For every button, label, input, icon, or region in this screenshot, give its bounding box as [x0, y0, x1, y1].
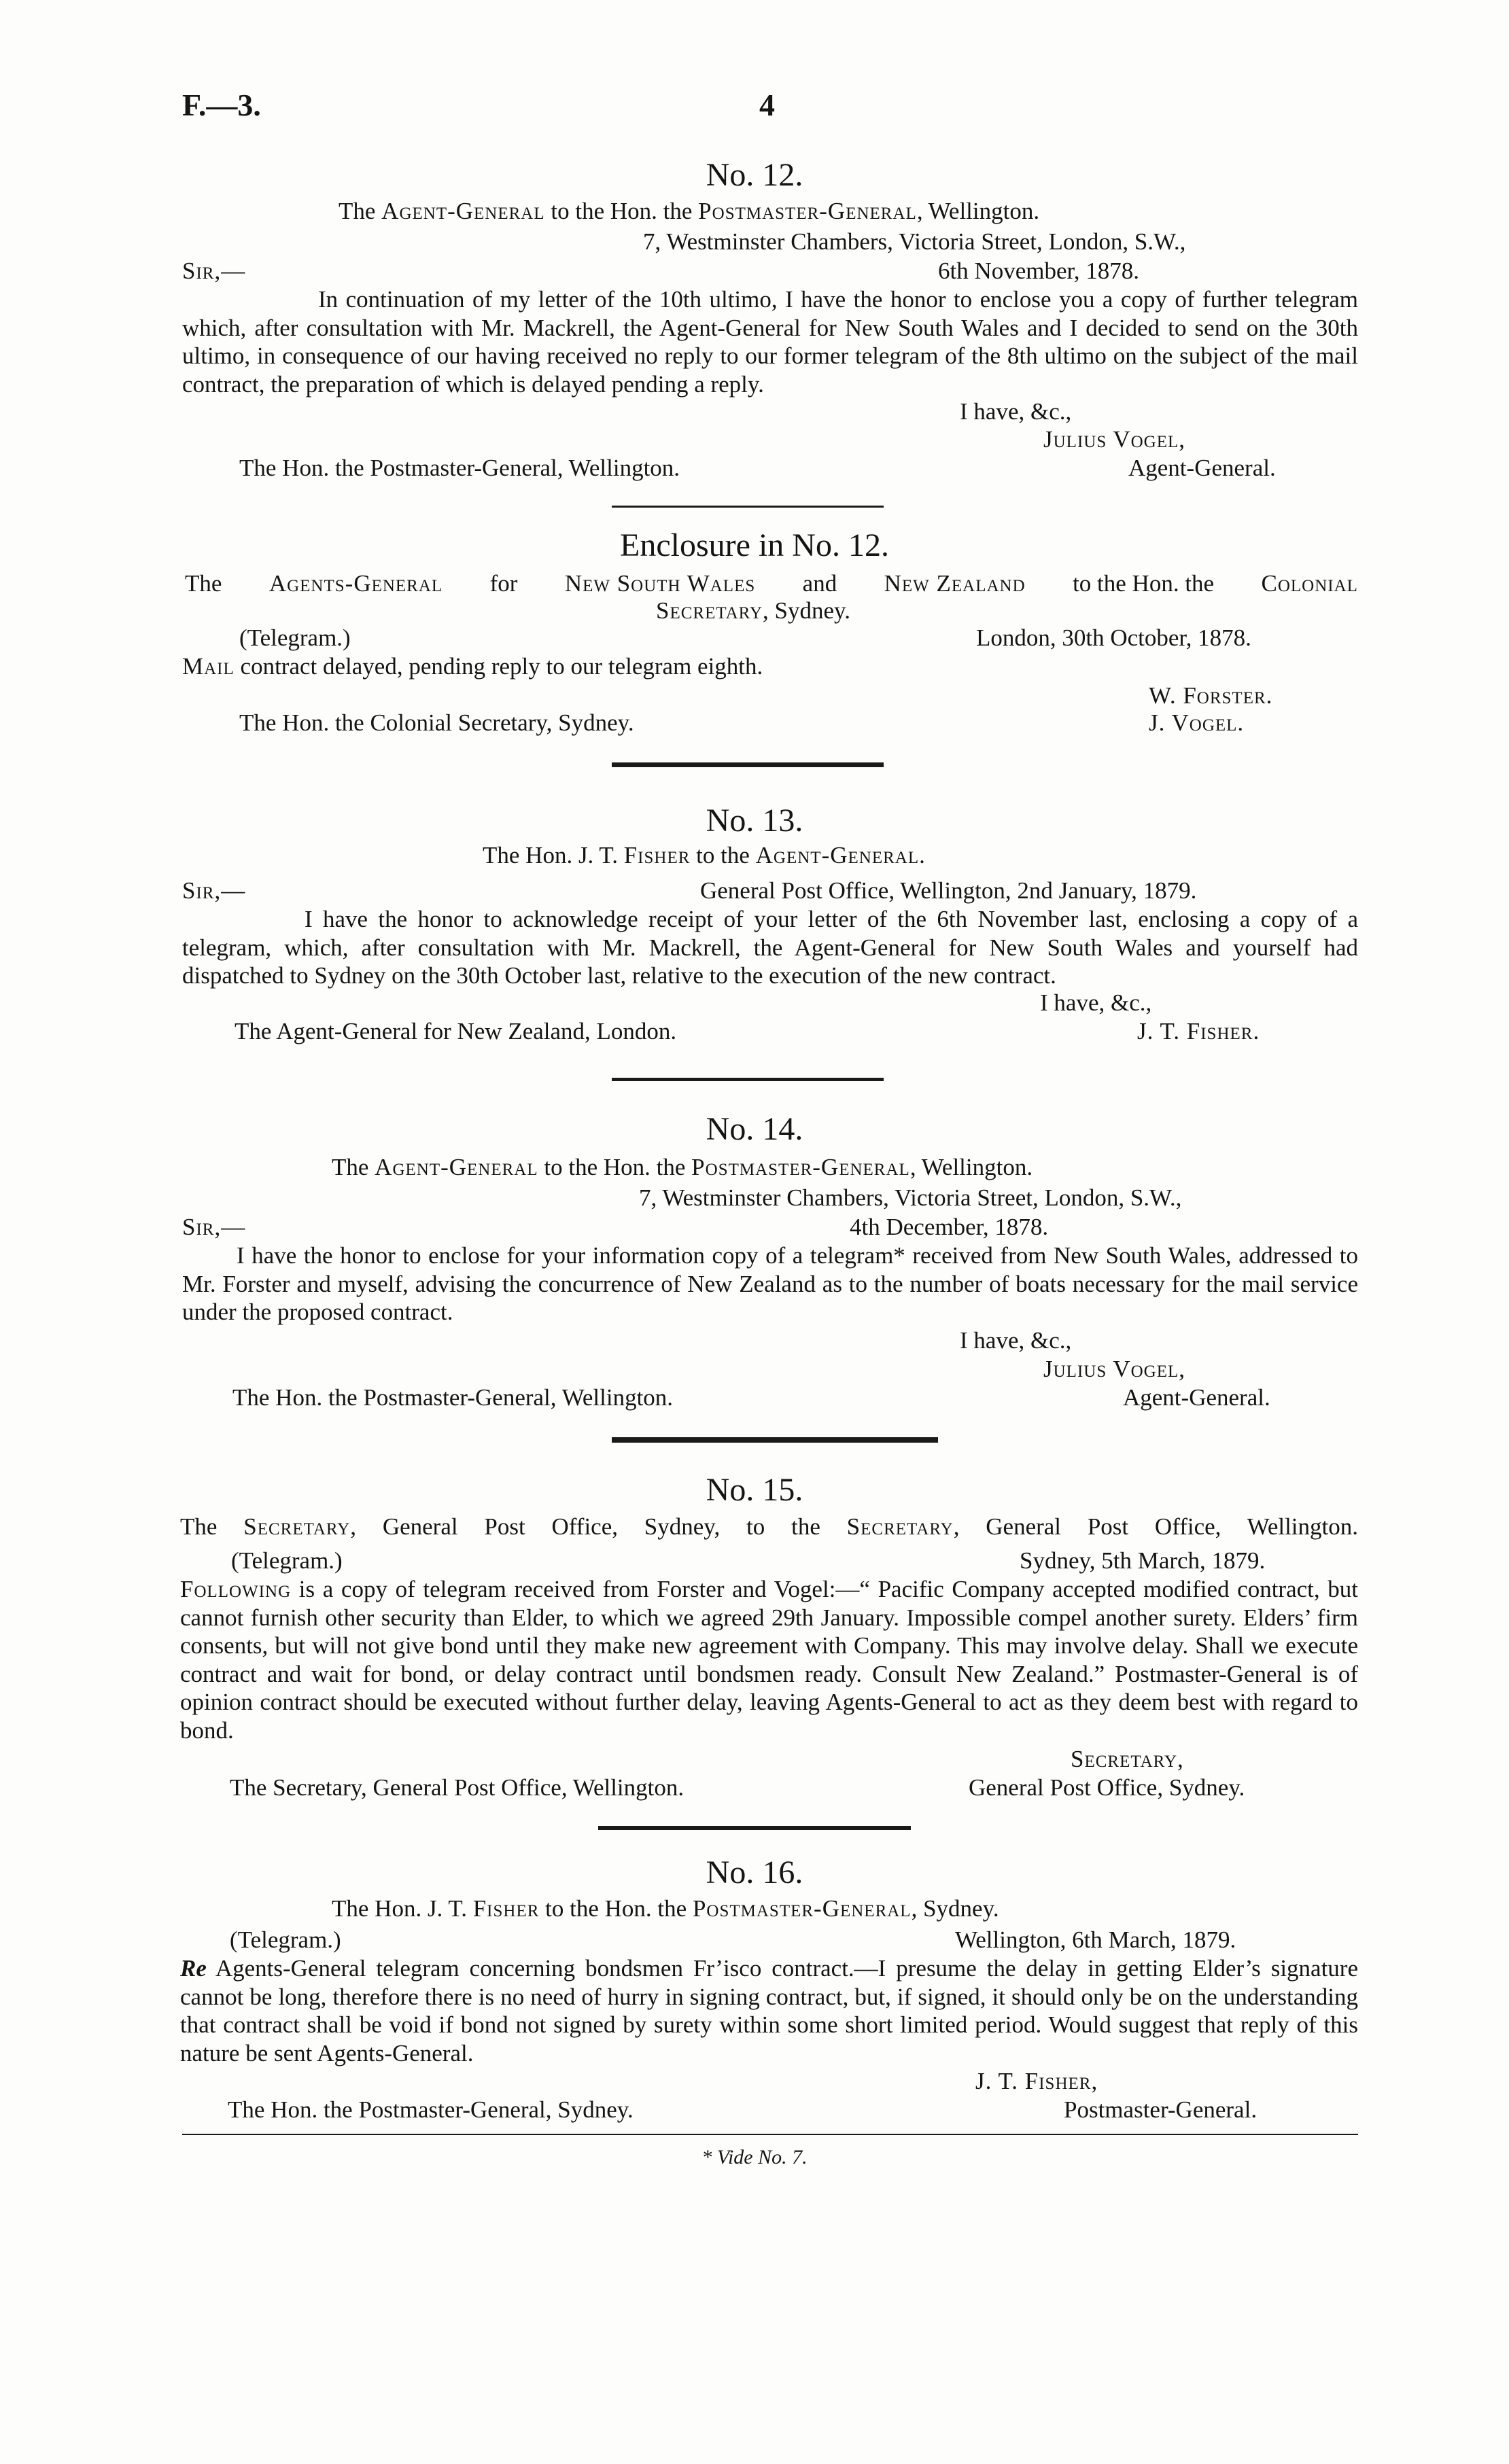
- letter-12-heading: No. 12.: [706, 157, 803, 193]
- letter-12-body: In continuation of my letter of the 10th ultimo, I have the honor to enclose you a copy of further telegram which, after consultation with Mr. Mackrell, the Agent-General for New South Wales and I decided to send on the 30th ultimo, in consequence of our having received no reply to our former telegram of the 8th ultimo on the subject of the mail contract, the preparation of which is delayed pending a reply.: [182, 286, 1358, 398]
- letter-16-body: Re Agents-General telegram concerning bondsmen Fr’isco contract.—I presume the delay in getting Elder’s signature cannot be long, therefore there is no need of hurry in signing contract, but, if signed, it should only be on the understanding that contract shall be void if bond not signed by surety within some short limited period. Would suggest that reply of this nature be sent Agents-General.: [180, 1955, 1358, 2066]
- enclosure-12-signer-2: J. Vogel.: [1149, 709, 1245, 736]
- letter-16-subheading: The Hon. J. T. Fisher to the Hon. the Postmaster-General, Sydney.: [332, 1895, 999, 1922]
- enclosure-12-subheading: The Agents-General for New South Wales and New Zealand to the Hon. the Colonial: [185, 570, 1358, 597]
- letter-12-closing: I have, &c.,: [960, 398, 1072, 425]
- section-divider: [612, 1078, 884, 1081]
- letter-12-date: 6th November, 1878.: [938, 258, 1140, 284]
- letter-15-signer: Secretary,: [1071, 1746, 1184, 1772]
- letter-16-heading: No. 16.: [706, 1854, 803, 1890]
- letter-15-signer-title: General Post Office, Sydney.: [969, 1774, 1245, 1801]
- letter-12-address: 7, Westminster Chambers, Victoria Street, London, S.W.,: [643, 228, 1186, 255]
- letter-12-subheading: The Agent-General to the Hon. the Postmaster-General, Wellington.: [339, 198, 1040, 224]
- letter-14-subheading: The Agent-General to the Hon. the Postmaster-General, Wellington.: [332, 1154, 1033, 1180]
- letter-16-addressee: The Hon. the Postmaster-General, Sydney.: [228, 2096, 634, 2123]
- letter-13-salutation: Sir,—: [182, 877, 246, 904]
- page-number: 4: [759, 88, 775, 122]
- enclosure-12-body: Mail contract delayed, pending reply to our telegram eighth.: [182, 653, 763, 680]
- letter-14-addressee: The Hon. the Postmaster-General, Wellington.: [232, 1384, 674, 1411]
- letter-12-signer-title: Agent-General.: [1128, 455, 1276, 481]
- letter-13-heading: No. 13.: [706, 803, 803, 839]
- letter-12-salutation: Sir,—: [182, 258, 246, 284]
- letter-13-body: I have the honor to acknowledge receipt of your letter of the 6th November last, enclosing a copy of a telegram, which, after consultation with Mr. Mackrell, the Agent-General for New South Wales and yourself had dispatched to Sydney on the 30th October last, relative to the execution of the new contract.: [182, 906, 1358, 989]
- section-divider: [598, 1826, 911, 1830]
- enclosure-12-signer-1: W. Forster.: [1149, 682, 1273, 709]
- letter-16-signer-title: Postmaster-General.: [1064, 2096, 1258, 2123]
- letter-13-address: General Post Office, Wellington, 2nd January, 1879.: [700, 877, 1197, 904]
- footnote: * Vide No. 7.: [701, 2146, 808, 2168]
- letter-13-closing: I have, &c.,: [1040, 989, 1152, 1016]
- section-divider: [612, 1437, 938, 1443]
- document-reference: F.—3.: [182, 88, 261, 122]
- letter-13-addressee: The Agent-General for New Zealand, London.: [235, 1018, 677, 1044]
- letter-14-salutation: Sir,—: [182, 1214, 246, 1240]
- letter-13-subheading: The Hon. J. T. Fisher to the Agent-General.: [483, 842, 926, 868]
- letter-15-heading: No. 15.: [706, 1472, 803, 1508]
- section-divider: [612, 762, 884, 767]
- enclosure-12-heading: Enclosure in No. 12.: [620, 527, 889, 563]
- letter-14-address: 7, Westminster Chambers, Victoria Street, London, S.W.,: [639, 1184, 1182, 1211]
- section-divider: [612, 506, 884, 508]
- letter-15-telegram-label: (Telegram.): [231, 1547, 343, 1574]
- letter-14-date: 4th December, 1878.: [850, 1214, 1049, 1240]
- letter-14-signer-title: Agent-General.: [1123, 1384, 1270, 1411]
- letter-16-telegram-label: (Telegram.): [230, 1926, 341, 1953]
- letter-14-heading: No. 14.: [706, 1111, 803, 1147]
- letter-14-closing: I have, &c.,: [960, 1327, 1072, 1354]
- letter-14-signer: Julius Vogel,: [1043, 1356, 1186, 1382]
- letter-12-signer: Julius Vogel,: [1043, 426, 1186, 453]
- letter-14-body: I have the honor to enclose for your information copy of a telegram* received from New South Wales, addressed to Mr. Forster and myself, advising the concurrence of New Zealand as to the number of boats necessary for the mail service under the proposed contract.: [182, 1242, 1358, 1325]
- letter-16-date: Wellington, 6th March, 1879.: [955, 1926, 1236, 1953]
- letter-15-body: Following is a copy of telegram received from Forster and Vogel:—“ Pacific Company accepted modified contract, but cannot furnish other security than Elder, to which we agreed 29th January. Impossible compel another surety. Elders’ firm consents, but will not give bond until they make new agreement with Company. This may involve delay. Shall we execute contract and wait for bond, or delay contract until bondsmen ready. Consult New Zealand.” Postmaster-General is of opinion contract should be executed without further delay, leaving Agents-General to act as they deem best with regard to bond.: [180, 1576, 1358, 1744]
- letter-13-signer: J. T. Fisher.: [1137, 1018, 1260, 1044]
- enclosure-12-subheading-continued: Secretary, Sydney.: [656, 597, 851, 624]
- footnote-rule: [182, 2134, 1358, 2135]
- letter-15-date: Sydney, 5th March, 1879.: [1020, 1547, 1266, 1574]
- letter-12-addressee: The Hon. the Postmaster-General, Wellington.: [239, 455, 680, 481]
- letter-15-addressee: The Secretary, General Post Office, Wellington.: [230, 1774, 684, 1801]
- enclosure-12-telegram-label: (Telegram.): [239, 624, 351, 651]
- enclosure-12-addressee: The Hon. the Colonial Secretary, Sydney.: [239, 709, 634, 736]
- letter-16-signer: J. T. Fisher,: [975, 2068, 1098, 2094]
- letter-15-subheading: The Secretary, General Post Office, Sydney, to the Secretary, General Post Office, Wellington.: [180, 1513, 1359, 1540]
- enclosure-12-date: London, 30th October, 1878.: [976, 624, 1251, 651]
